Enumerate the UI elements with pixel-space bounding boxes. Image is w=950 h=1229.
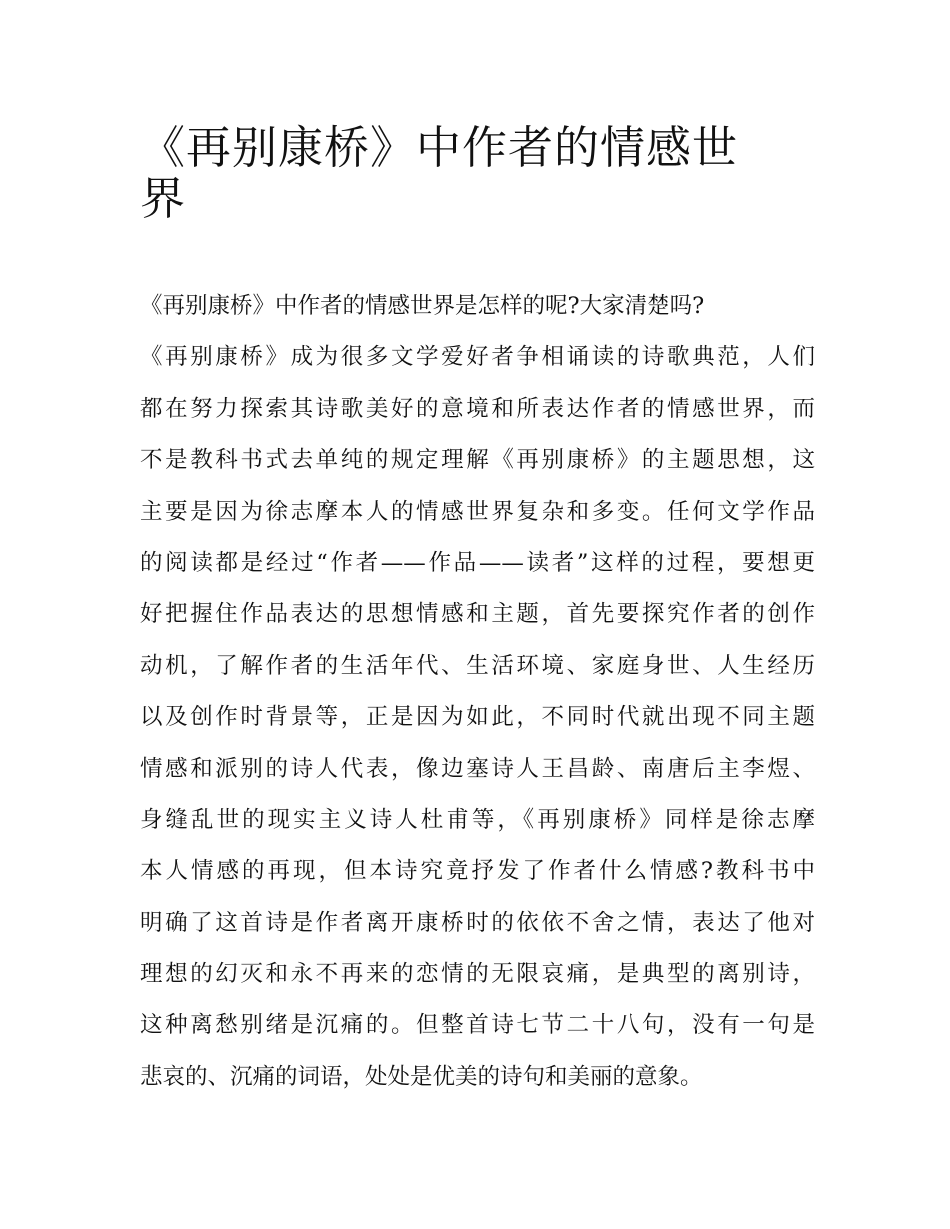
title-line-2: 界 <box>140 172 187 226</box>
body-line: 不是教科书式去单纯的规定理解《再别康桥》的主题思想，这 <box>140 447 815 474</box>
body-line: 主要是因为徐志摩本人的情感世界复杂和多变。任何文学作品 <box>140 498 815 525</box>
body-line: 这种离愁别绪是沉痛的。但整首诗七节二十八句，没有一句是 <box>140 1012 815 1039</box>
body-line: 身缝乱世的现实主义诗人杜甫等，《再别康桥》同样是徐志摩 <box>140 806 815 833</box>
body-line: 好把握住作品表达的思想情感和主题，首先要探究作者的创作 <box>140 601 815 628</box>
document-title <box>140 112 820 226</box>
body-line: 以及创作时背景等，正是因为如此，不同时代就出现不同主题 <box>140 704 815 731</box>
body-line: 的阅读都是经过“作者——作品——读者”这样的过程，要想更 <box>140 549 815 576</box>
body-line: 悲哀的、沉痛的词语，处处是优美的诗句和美丽的意象。 <box>140 1063 703 1090</box>
document-body <box>140 281 815 1103</box>
body-line: 动机，了解作者的生活年代、生活环境、家庭身世、人生经历 <box>140 652 815 679</box>
title-line-1: 《再别康桥》中作者的情感世 <box>140 121 739 174</box>
body-line: 本人情感的再现，但本诗究竟抒发了作者什么情感?教科书中 <box>140 858 815 885</box>
body-line: 明确了这首诗是作者离开康桥时的依依不舍之情，表达了他对 <box>140 909 815 936</box>
body-line: 《再别康桥》成为很多文学爱好者争相诵读的诗歌典范，人们 <box>140 344 815 371</box>
body-line: 情感和派别的诗人代表，像边塞诗人王昌龄、南唐后主李煜、 <box>140 755 815 782</box>
body-line: 《再别康桥》中作者的情感世界是怎样的呢?大家清楚吗? <box>140 293 705 319</box>
body-line: 理想的幻灭和永不再来的恋情的无限哀痛，是典型的离别诗， <box>140 961 815 988</box>
body-line: 都在努力探索其诗歌美好的意境和所表达作者的情感世界，而 <box>140 395 815 422</box>
